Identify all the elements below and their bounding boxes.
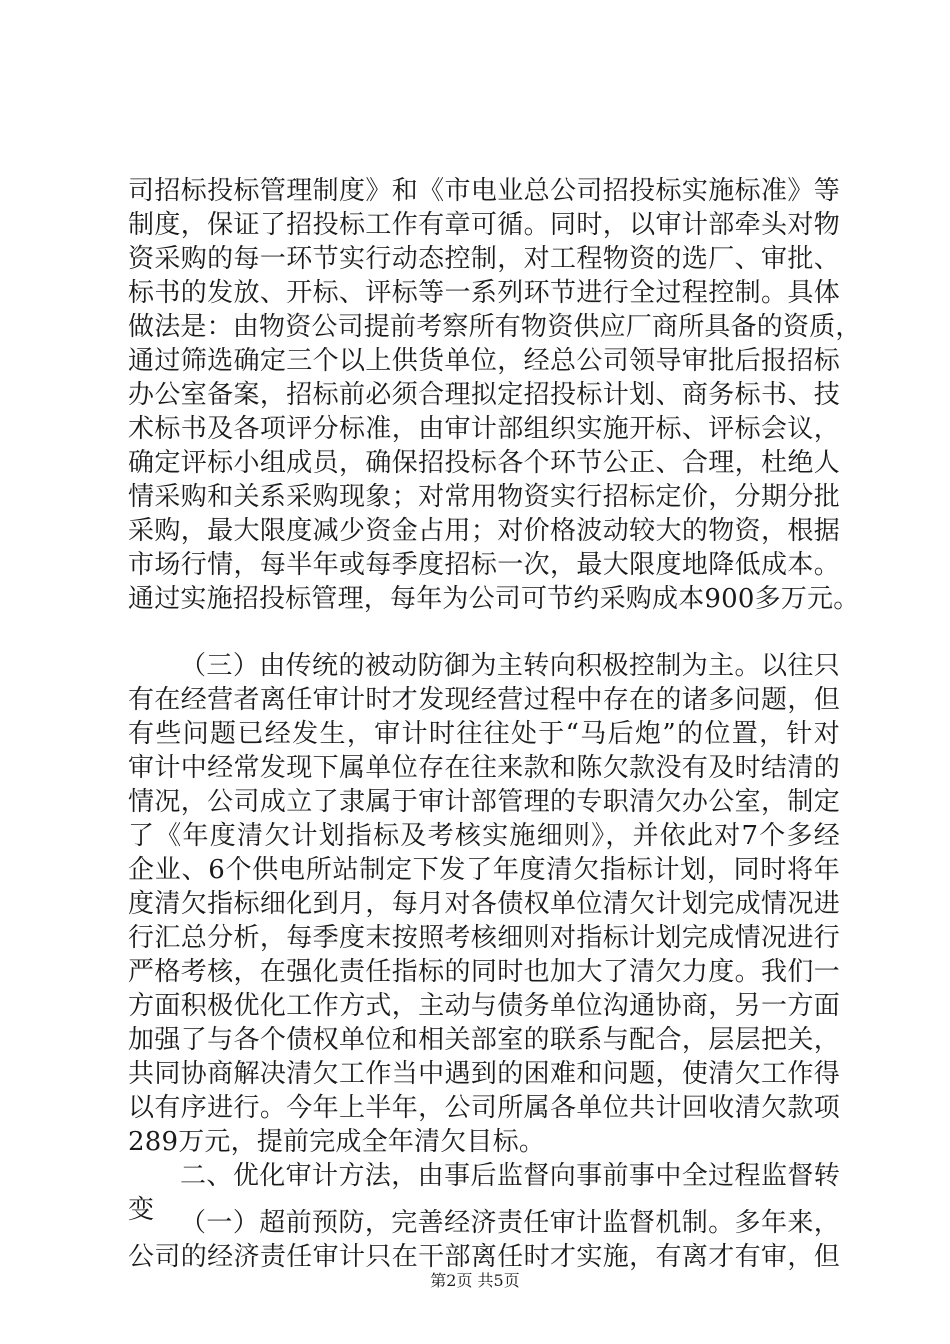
paragraph-heading: （一）超前预防，完善经济责任审计监督机制。多年来，: [180, 1208, 840, 1238]
text-line: 制度，保证了招投标工作有章可循。同时，以审计部牵头对物: [128, 210, 840, 240]
text-line: 度清欠指标细化到月，每月对各债权单位清欠计划完成情况进: [128, 889, 840, 919]
text-line: 公司的经济责任审计只在干部离任时才实施，有离才有审，但: [128, 1242, 840, 1272]
text-line: 资采购的每一环节实行动态控制，对工程物资的选厂、审批、: [128, 244, 840, 274]
text-line: 有些问题已经发生，审计时往往处于“马后炮”的位置，针对: [128, 719, 840, 749]
text-line: 情况，公司成立了隶属于审计部管理的专职清欠办公室，制定: [128, 787, 840, 817]
section-heading-continued: 变: [128, 1195, 155, 1225]
text-line: 市场行情，每半年或每季度招标一次，最大限度地降低成本。: [128, 550, 840, 580]
text-line: 企业、6个供电所站制定下发了年度清欠指标计划，同时将年: [128, 855, 840, 885]
text-line: 289万元，提前完成全年清欠目标。: [128, 1127, 546, 1157]
section-heading: 二、优化审计方法，由事后监督向事前事中全过程监督转: [180, 1161, 840, 1191]
text-line: 确定评标小组成员，确保招投标各个环节公正、合理，杜绝人: [128, 448, 840, 478]
text-line: 严格考核，在强化责任指标的同时也加大了清欠力度。我们一: [128, 957, 840, 987]
page-footer: 第2页 共5页: [430, 1271, 520, 1290]
text-line: 司招标投标管理制度》和《市电业总公司招投标实施标准》等: [128, 176, 840, 206]
text-line: 审计中经常发现下属单位存在往来款和陈欠款没有及时结清的: [128, 753, 840, 783]
text-line: 了《年度清欠计划指标及考核实施细则》，并依此对7个多经: [128, 821, 840, 851]
text-line: 以有序进行。今年上半年，公司所属各单位共计回收清欠款项: [128, 1093, 840, 1123]
text-line: 标书的发放、开标、评标等一系列环节进行全过程控制。具体: [128, 278, 840, 308]
text-line: 术标书及各项评分标准，由审计部组织实施开标、评标会议，: [128, 414, 840, 444]
text-line: 通过实施招投标管理，每年为公司可节约采购成本900多万元。: [128, 584, 860, 614]
text-line: 共同协商解决清欠工作当中遇到的困难和问题，使清欠工作得: [128, 1059, 840, 1089]
paragraph-heading: （三）由传统的被动防御为主转向积极控制为主。以往只: [180, 651, 840, 681]
text-line: 情采购和关系采购现象；对常用物资实行招标定价，分期分批: [128, 482, 840, 512]
text-line: 方面积极优化工作方式，主动与债务单位沟通协商，另一方面: [128, 991, 840, 1021]
text-line: 采购，最大限度减少资金占用；对价格波动较大的物资，根据: [128, 516, 840, 546]
text-line: 行汇总分析，每季度末按照考核细则对指标计划完成情况进行: [128, 923, 840, 953]
text-line: 办公室备案，招标前必须合理拟定招投标计划、商务标书、技: [128, 380, 840, 410]
text-line: 加强了与各个债权单位和相关部室的联系与配合，层层把关，: [128, 1025, 840, 1055]
text-line: 有在经营者离任审计时才发现经营过程中存在的诸多问题，但: [128, 685, 840, 715]
text-line: 做法是：由物资公司提前考察所有物资供应厂商所具备的资质，: [128, 312, 862, 342]
text-line: 通过筛选确定三个以上供货单位，经总公司领导审批后报招标: [128, 346, 840, 376]
